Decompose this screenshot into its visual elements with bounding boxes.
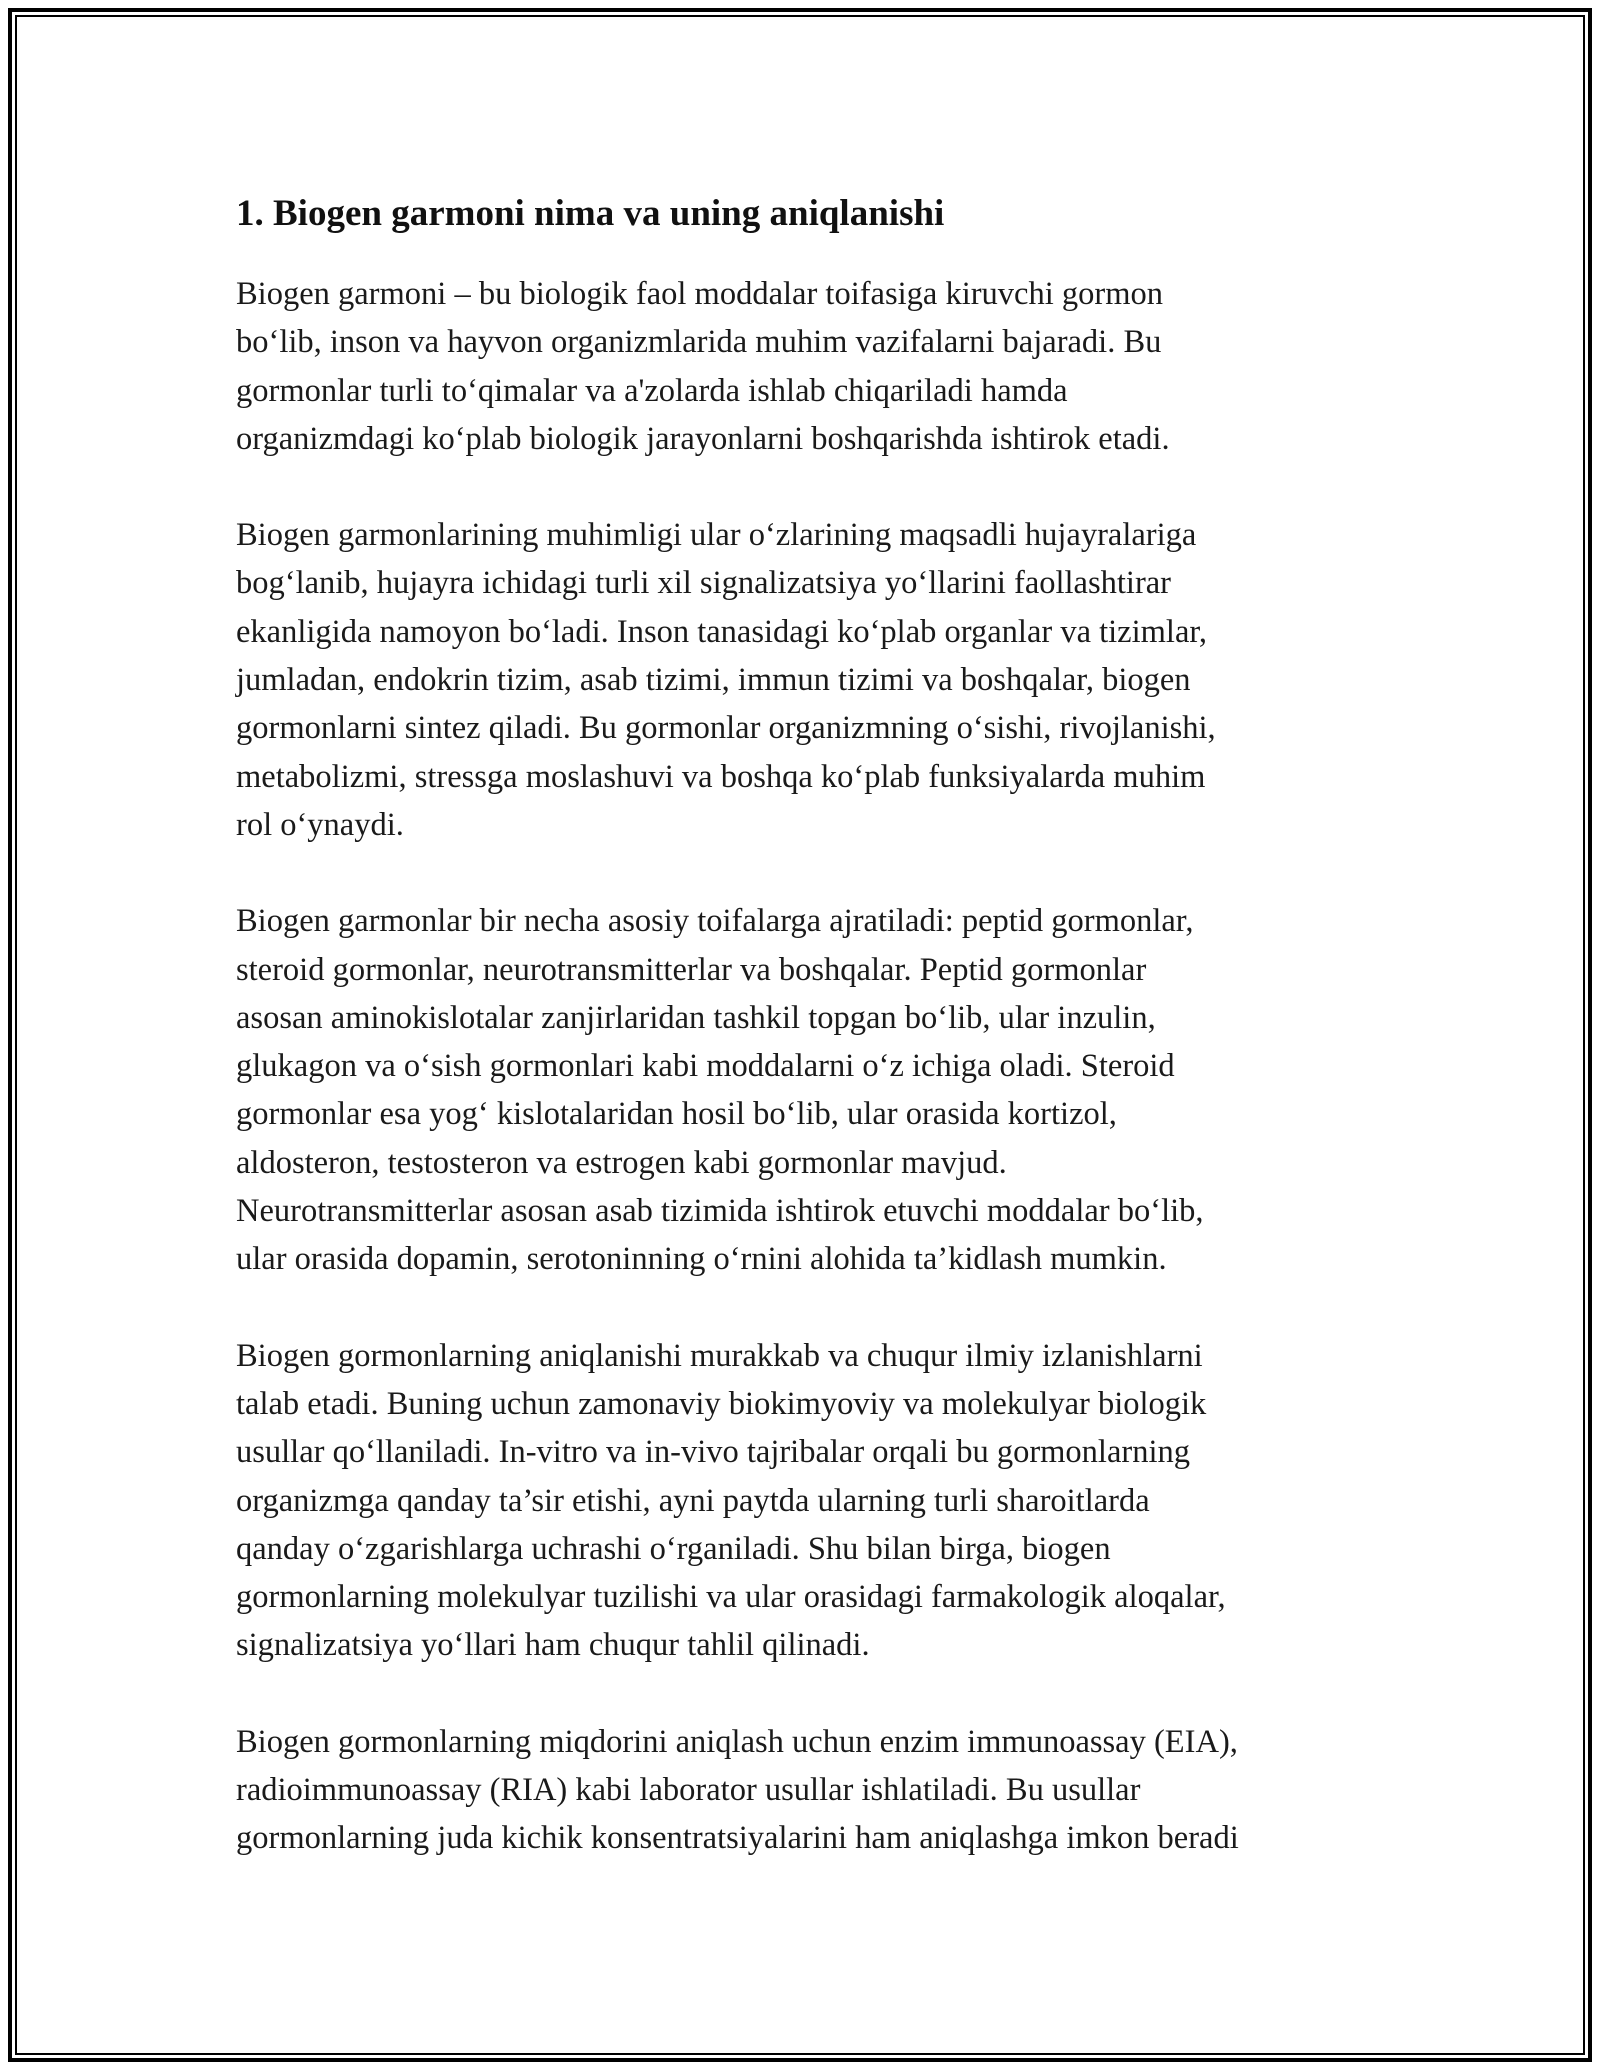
text-line: Neurotransmitterlar asosan asab tizimida ishtirok etuvchi moddalar bo‘lib, [236,1193,1204,1230]
section-heading: 1. Biogen garmoni nima va uning aniqlanishi [236,193,945,234]
text-line: ular orasida dopamin, serotoninning o‘rnini alohida ta’kidlash mumkin. [236,1241,1167,1278]
paragraph-4 [236,1332,1376,1670]
text-line: bo‘lib, inson va hayvon organizmlarida muhim vazifalarni bajaradi. Bu [236,324,1162,361]
text-line: gormonlarning molekulyar tuzilishi va ular orasidagi farmakologik aloqalar, [236,1579,1226,1616]
text-line: metabolizmi, stressga moslashuvi va boshqa ko‘plab funksiyalarda muhim [236,758,1206,795]
text-line: organizmga qanday ta’sir etishi, ayni paytda ularning turli sharoitlarda [236,1482,1150,1519]
text-line: Biogen gormonlarning aniqlanishi murakkab va chuqur ilmiy izlanishlarni [236,1337,1203,1374]
text-line: aldosteron, testosteron va estrogen kabi gormonlar mavjud. [236,1144,1007,1181]
text-line: Biogen garmonlar bir necha asosiy toifalarga ajratiladi: peptid gormonlar, [236,903,1194,940]
text-line: jumladan, endokrin tizim, asab tizimi, immun tizimi va boshqalar, biogen [236,662,1191,699]
text-line: rol o‘ynaydi. [236,806,404,843]
text-line: organizmdagi ko‘plab biologik jarayonlarni boshqarishda ishtirok etadi. [236,420,1170,457]
paragraph-5 [236,1718,1376,1863]
text-line: Biogen garmonlarining muhimligi ular o‘zlarining maqsadli hujayralariga [236,517,1197,554]
text-line: talab etadi. Buning uchun zamonaviy biokimyoviy va molekulyar biologik [236,1385,1207,1422]
text-line: signalizatsiya yo‘llari ham chuqur tahlil qilinadi. [236,1627,870,1664]
text-line: gormonlarning juda kichik konsentratsiyalarini ham aniqlashga imkon beradi [236,1820,1239,1857]
text-line: qanday o‘zgarishlarga uchrashi o‘rganiladi. Shu bilan birga, biogen [236,1530,1111,1567]
text-line: ekanligida namoyon bo‘ladi. Inson tanasidagi ko‘plab organlar va tizimlar, [236,613,1208,650]
text-line: Biogen gormonlarning miqdorini aniqlash uchun enzim immunoassay (EIA), [236,1723,1238,1760]
text-line: gormonlar esa yog‘ kislotalaridan hosil bo‘lib, ular orasida kortizol, [236,1096,1117,1133]
paragraph-1 [236,270,1376,463]
document-body [236,186,1376,1911]
text-line: gormonlar turli to‘qimalar va a'zolarda ishlab chiqariladi hamda [236,372,1068,409]
text-line: radioimmunoassay (RIA) kabi laborator usullar ishlatiladi. Bu usullar [236,1772,1141,1809]
text-line: gormonlarni sintez qiladi. Bu gormonlar organizmning o‘sishi, rivojlanishi, [236,710,1216,747]
text-line: asosan aminokislotalar zanjirlaridan tashkil topgan bo‘lib, ular inzulin, [236,999,1156,1036]
text-line: Biogen garmoni – bu biologik faol moddalar toifasiga kiruvchi gormon [236,276,1163,312]
paragraph-3 [236,897,1376,1283]
text-line: steroid gormonlar, neurotransmitterlar va boshqalar. Peptid gormonlar [236,951,1147,988]
text-line: usullar qo‘llaniladi. In-vitro va in-vivo tajribalar orqali bu gormonlarning [236,1434,1190,1471]
paragraph-2 [236,511,1376,849]
text-line: bog‘lanib, hujayra ichidagi turli xil signalizatsiya yo‘llarini faollashtirar [236,565,1172,602]
text-line: glukagon va o‘sish gormonlari kabi moddalarni o‘z ichiga oladi. Steroid [236,1048,1175,1085]
